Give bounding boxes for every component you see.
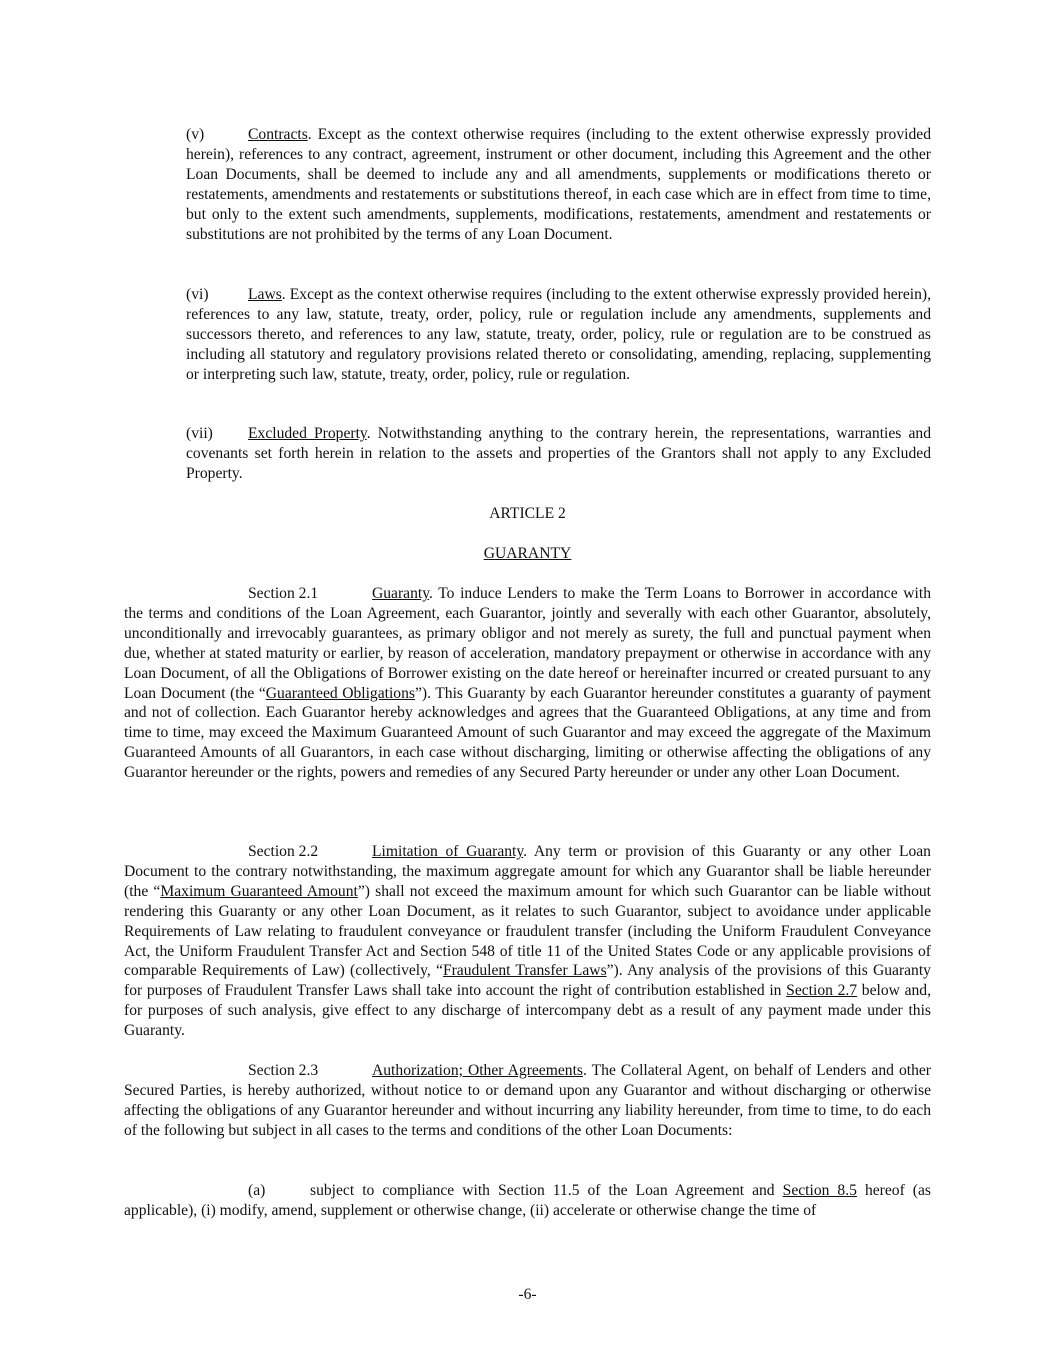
section-number: Section 2.1: [248, 585, 319, 602]
section-heading: Guaranty: [372, 585, 430, 602]
subsection-laws: [186, 285, 931, 385]
section-number: Section 2.2: [248, 843, 319, 860]
section-heading: Authorization; Other Agreements: [372, 1062, 583, 1079]
section-text: . Any term or provision of this Guaranty or any other Loan Document to the contrary notwithstanding, the maximum aggregate amount for which any Guarantor shall be liable hereunder (the “: [124, 843, 931, 900]
section-2-2: [124, 842, 931, 1041]
subsection-number: (vi): [186, 286, 209, 303]
subsection-number: (vii): [186, 425, 213, 442]
subsection-heading: Laws: [248, 286, 282, 303]
clause-text-cont: hereof (as applicable), (i) modify, amend, supplement or otherwise change, (ii) accelerate or otherwise change the time of: [124, 1182, 931, 1219]
section-reference: Section 2.7: [786, 982, 858, 1000]
clause-a: [124, 1181, 931, 1221]
clause-number: (a): [248, 1182, 266, 1199]
article-title-text: GUARANTY: [483, 545, 572, 562]
subsection-text: . Except as the context otherwise requires (including to the extent otherwise expressly provided herein), references to any law, statute, treaty, order, policy, rule or regulation include any amendments, supplements and successors thereto, and references to any law, statute, treaty, order, policy, rule or regulation are to be construed as including all statutory and regulatory provisions related thereto or consolidating, amending, replacing, supplementing or interpreting such law, statute, treaty, order, policy, rule or regulation.: [186, 286, 931, 383]
subsection-contracts: [186, 125, 931, 244]
subsection-excluded-property: [186, 424, 931, 484]
clause-text: subject to compliance with Section 11.5 of the Loan Agreement and: [310, 1182, 783, 1199]
subsection-text: . Notwithstanding anything to the contrary herein, the representations, warranties and covenants set forth herein in relation to the assets and properties of the Grantors shall not apply to any Excluded Property.: [186, 425, 931, 482]
section-text-cont: below and, for purposes of such analysis, give effect to any discharge of intercompany debt as a result of any payment made under this Guaranty.: [124, 982, 931, 1040]
section-2-3: [124, 1061, 931, 1141]
section-2-1: [124, 584, 931, 783]
section-text-cont: ”). This Guaranty by each Guarantor hereunder constitutes a guaranty of payment and not of collection. Each Guarantor hereby acknowledges and agrees that the Guaranteed Obligations, at any time and from time to time, may exceed the Maximum Guaranteed Amount of such Guarantor and may exceed the aggregate of the Maximum Guaranteed Amounts of all Guarantors, in each case without discharging, limiting or otherwise affecting the obligations of any Guarantor hereunder or the rights, powers and remedies of any Secured Party hereunder or under any other Loan Document.: [124, 684, 932, 782]
defined-term: Fraudulent Transfer Laws: [442, 962, 607, 980]
section-heading: Limitation of Guaranty: [372, 843, 524, 860]
defined-term: Maximum Guaranteed Amount: [160, 882, 358, 900]
section-text: . The Collateral Agent, on behalf of Lenders and other Secured Parties, is hereby authorized, without notice to or demand upon any Guarantor and without discharging or otherwise affecting the obligations of any Guarantor hereunder and without incurring any liability hereunder, from time to time, to do each of the following but subject in all cases to the terms and conditions of the other Loan Documents:: [124, 1062, 931, 1139]
subsection-heading: Contracts: [248, 126, 308, 143]
subsection-text: . Except as the context otherwise requires (including to the extent otherwise expressly provided herein), references to any contract, agreement, instrument or other document, including this Agreement and the other Loan Documents, shall be deemed to include any and all amendments, supplements or modifications thereto or restatements, amendments and restatements or substitutions thereof, in each case which are in effect from time to time, but only to the extent such amendments, supplements, modifications, restatements, amendment and restatements or substitutions are not prohibited by the terms of any Loan Document.: [186, 126, 931, 243]
section-text-cont: ”) shall not exceed the maximum amount for which such Guarantor can be liable without rendering this Guaranty or any other Loan Document, as it relates to such Guarantor, subject to avoidance under applicable Requirements of Law relating to fraudulent conveyance or fraudulent transfer (including the Uniform Fraudulent Conveyance Act, the Uniform Fraudulent Transfer Act and Section 548 of title 11 of the United States Code or any applicable provisions of comparable Requirements of Law) (collectively, “: [124, 882, 931, 980]
subsection-heading: Excluded Property: [248, 425, 367, 442]
section-reference: Section 8.5: [782, 1182, 857, 1199]
article-number: ARTICLE 2: [489, 505, 566, 522]
section-text-cont: ”). Any analysis of the provisions of this Guaranty for purposes of Fraudulent Transfer Laws shall take into account the right of contribution established in: [124, 962, 931, 1000]
page-number: -6-: [518, 1286, 537, 1303]
section-number: Section 2.3: [248, 1062, 319, 1079]
article-title: [0, 544, 1055, 564]
section-text: . To induce Lenders to make the Term Loans to Borrower in accordance with the terms and conditions of the Loan Agreement, each Guarantor, jointly and severally with each other Guarantor, absolutely, unconditionally and irrevocably guarantees, as primary obligor and not merely as surety, the full and punctual payment when due, whether at stated maturity or earlier, by reason of acceleration, mandatory prepayment or otherwise in accordance with any Loan Document, of all the Obligations of Borrower existing on the date hereof or hereinafter incurred or created pursuant to any Loan Document (the “: [124, 585, 931, 702]
subsection-number: (v): [186, 126, 205, 143]
defined-term: Guaranteed Obligations: [265, 684, 415, 702]
